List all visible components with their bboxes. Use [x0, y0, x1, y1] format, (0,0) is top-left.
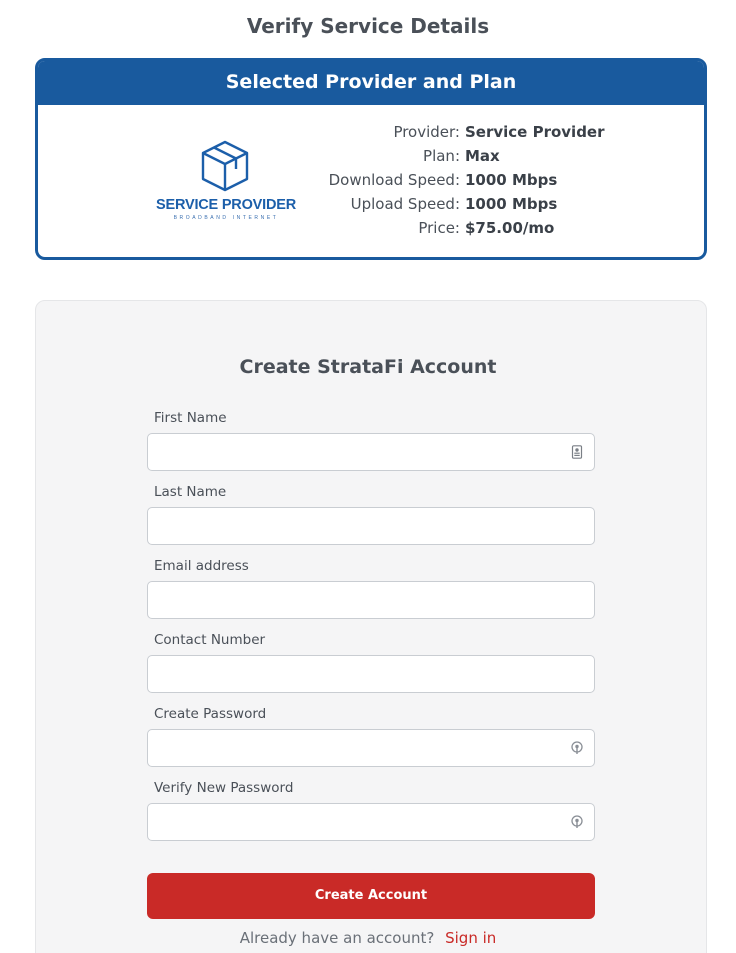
contact-card-icon[interactable] [570, 445, 584, 459]
first-name-input[interactable] [148, 434, 594, 470]
box-icon [198, 139, 252, 193]
detail-label: Provider: [393, 123, 460, 141]
email-label: Email address [154, 558, 249, 574]
detail-value: Service Provider [465, 123, 605, 141]
detail-label: Plan: [423, 147, 460, 165]
detail-row-price [258, 219, 678, 243]
sign-in-link[interactable]: Sign in [445, 929, 497, 947]
last-name-field [147, 507, 595, 545]
logo-wordmark: SERVICE PROVIDER [156, 197, 296, 213]
page-title: Verify Service Details [246, 14, 490, 38]
verify-password-input[interactable] [148, 804, 594, 840]
account-form-title: Create StrataFi Account [239, 356, 497, 378]
detail-row-plan [258, 147, 678, 171]
detail-value: 1000 Mbps [465, 171, 558, 189]
email-field [147, 581, 595, 619]
detail-value: Max [465, 147, 500, 165]
password-manager-icon[interactable] [570, 741, 584, 755]
first-name-label: First Name [154, 410, 227, 426]
create-account-button[interactable]: Create Account [147, 873, 595, 919]
detail-value: $75.00/mo [465, 219, 555, 237]
verify-password-field [147, 803, 595, 841]
create-account-panel [35, 300, 707, 953]
create-password-label: Create Password [154, 706, 267, 722]
selected-plan-card [35, 58, 707, 260]
logo-tagline: BROADBAND INTERNET [173, 215, 279, 221]
create-password-field [147, 729, 595, 767]
password-manager-icon[interactable] [570, 815, 584, 829]
detail-label: Price: [418, 219, 460, 237]
detail-label: Download Speed: [328, 171, 460, 189]
plan-card-body [38, 105, 704, 260]
contact-number-field [147, 655, 595, 693]
verify-password-label: Verify New Password [154, 780, 294, 796]
last-name-label: Last Name [154, 484, 227, 500]
signin-prompt-text: Already have an account? [239, 929, 435, 947]
first-name-field [147, 433, 595, 471]
detail-label: Upload Speed: [350, 195, 460, 213]
detail-row-upload [258, 195, 678, 219]
detail-row-provider [258, 123, 678, 147]
contact-number-input[interactable] [148, 656, 594, 692]
signin-prompt-line [0, 929, 736, 947]
last-name-input[interactable] [148, 508, 594, 544]
detail-value: 1000 Mbps [465, 195, 558, 213]
email-input[interactable] [148, 582, 594, 618]
detail-row-download [258, 171, 678, 195]
plan-card-header: Selected Provider and Plan [38, 61, 704, 105]
contact-number-label: Contact Number [154, 632, 266, 648]
create-password-input[interactable] [148, 730, 594, 766]
